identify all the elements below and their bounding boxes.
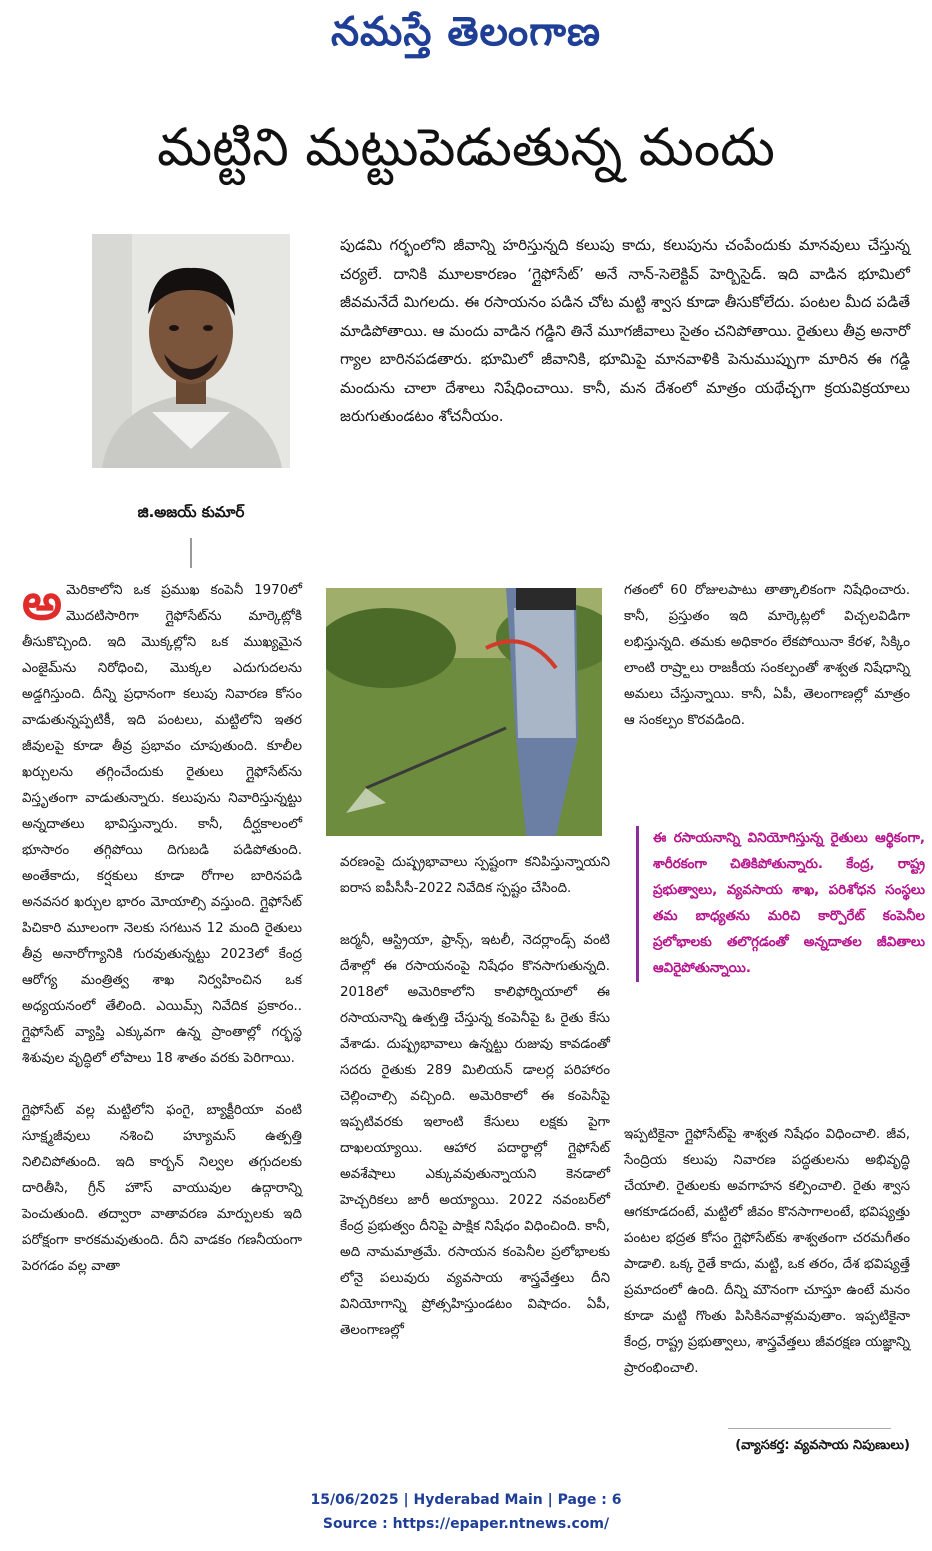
footer-date-edition: 15/06/2025 | Hyderabad Main | Page : 6 xyxy=(310,1492,622,1508)
column-1-paragraph xyxy=(22,573,302,1072)
column-3-paragraph: గతంలో 60 రోజులపాటు తాత్కాలికంగా నిషేధించారు. కానీ, ప్రస్తుతం ఇది మార్కెట్లలో విచ్చలవిడిగా లభిస్తున్నది. తమకు అధికారం లేకపోయినా కేరళ, సిక్కిం లాంటి రాష్ర్టాలు రాజకీయ సంకల్పంతో శాశ్వత నిషేధాన్ని అమలు చేస్తున్నాయి. కానీ, ఏపీ, తెలంగాణల్లో మాత్రం ఆ సంకల్పం కొరవడింది. xyxy=(624,583,910,728)
farmer-spraying-photo xyxy=(326,588,602,836)
column-2 xyxy=(340,850,610,1344)
column-2-paragraph: జర్మనీ, ఆస్ట్రియా, ఫ్రాన్స్, ఇటలీ, నెదర్లాండ్స్ వంటి దేశాల్లో ఈ రసాయనంపై నిషేధం కొనసాగుతున్నది. 2018లో అమెరికాలోని కాలిఫోర్నియాలో ఈ రసాయనాన్ని ఉత్పత్తి చేస్తున్న కంపెనీపై ఓ రైతు కేసు వేశాడు. దుష్ప్రభావాలు ఉన్నట్టు రుజువు కావడంతో సదరు రైతుకు 289 మిలియన్ డాలర్ల పరిహారం చెల్లించాల్సి వచ్చింది. అమెరికాలో ఈ కంపెనీపై ఇప్పటివరకు ఇలాంటి కేసులు లక్షకు పైగా దాఖలయ్యాయి. ఆహార పదార్థాల్లో గ్లైఫోసేట్ అవశేషాలు ఎక్కువవుతున్నాయని కెనడాలో హెచ్చరికలు జారీ అయ్యాయి. 2022 నవంబర్‌లో కేంద్ర ప్రభుత్వం దీనిపై పాక్షిక నిషేధం విధించింది. కానీ, అది నామమాత్రమే. రసాయన కంపెనీల ప్రలోభాలకు లోనై పలువురు వ్యవసాయ శాస్త్రవేత్తలు దీని వినియోగాన్ని ప్రోత్సహిస్తుండటం విషాదం. ఏపీ, తెలంగాణల్లో xyxy=(340,933,610,1338)
column-1-text: మెరికాలోని ఒక ప్రముఖ కంపెనీ 1970లో మొదటిసారిగా గ్లైఫోసేట్‌ను మార్కెట్లోకి తీసుకొచ్చింది. ఇది మొక్కల్లోని ఒక ముఖ్యమైన ఎంజైమ్‌ను నిరోధించి, మొక్కల ఎదుగుదలను అడ్డగిస్తుంది. దీన్ని ప్రధానంగా కలుపు నివారణ కోసం వాడుతున్నప్పటికీ, ఇది పంటలు, మట్టిలోని ఇతర జీవులపై కూడా తీవ్ర ప్రభావం చూపుతుంది. కూలీల ఖర్చులను తగ్గించేందుకు రైతులు గ్లైఫోసేట్‌ను విస్తృతంగా వాడుతున్నారు. కలుపును నివారిస్తున్నట్టు అన్నదాతలు భావిస్తున్నారు. కానీ, దీర్ఘకాలంలో భూసారం తగ్గిపోయి దిగుబడి పడిపోతుంది. అంతేకాదు, కర్షకులు కూడా రోగాల బారినపడి అనవసర ఖర్చుల భారం మోయాల్సి వస్తుంది. గ్లైఫోసేట్ పిచికారి మూలంగా నెలకు సగటున 12 మంది రైతులు తీవ్ర అనారోగ్యానికి గురవుతున్నట్టు 2023లో కేంద్ర ఆరోగ్య మంత్రిత్వ శాఖ నిర్వహించిన ఒక అధ్యయనంలో తేలింది. ఎయిమ్స్ నివేదిక ప్రకారం.. గ్లైఫోసేట్ వ్యాప్తి ఎక్కువగా ఉన్న ప్రాంతాల్లో గర్భస్థ శిశువుల వృద్ధిలో లోపాలు 18 శాతం వరకు పెరిగాయి. xyxy=(22,583,302,1066)
column-3-paragraph: ఇప్పటికైనా గ్లైఫోసేట్‌పై శాశ్వత నిషేధం విధించాలి. జీవ, సేంద్రియ కలుపు నివారణ పద్ధతులను అభివృద్ధి చేయాలి. రైతులకు అవగాహన కల్పించాలి. రైతు శ్వాస ఆగకూడదంటే, మట్టిలో జీవం కొనసాగాలంటే, భవిష్యత్తు పంటల భద్రత కోసం గ్లైఫోసేట్‌కు శాశ్వతంగా చరమగీతం పాడాలి. ఒక్క రైతే కాదు, మట్టి, ఒక తరం, దేశ భవిష్యత్తే ప్రమాదంలో ఉంది. దీన్ని మౌనంగా చూస్తూ ఉంటే మనం కూడా మట్టి గొంతు పిసికినవాళ్లమవుతాం. ఇప్పటికైనా కేంద్ర, రాష్ట్ర ప్రభుత్వాలు, శాస్త్రవేత్తలు జీవరక్షణ యజ్ఞాన్ని ప్రారంభించాలి. xyxy=(624,1127,910,1376)
author-credit: (వ్యాసకర్త: వ్యవసాయ నిపుణులు) xyxy=(735,1438,910,1453)
footer-source-link[interactable]: Source : https://epaper.ntnews.com/ xyxy=(322,1516,610,1532)
drop-cap: అ xyxy=(22,573,62,631)
column-2-paragraph: వరణంపై దుష్ప్రభావాలు స్పష్టంగా కనిపిస్తున్నాయని ఐరాస ఐపీసీసీ-2022 నివేదిక స్పష్టం చేసింది. xyxy=(340,855,610,896)
author-byline: జి.అజయ్ కుమార్ xyxy=(137,503,245,521)
masthead-logo: నమస్తే తెలంగాణ xyxy=(330,8,602,55)
column-3-lower xyxy=(624,1122,910,1382)
intro-paragraph xyxy=(340,231,910,431)
credit-rule xyxy=(728,1428,891,1429)
article-headline: మట్టిని మట్టుపెడుతున్న మందు xyxy=(157,118,775,178)
column-1-paragraph: గ్లైఫోసేట్ వల్ల మట్టిలోని ఫంగై, బ్యాక్టీరియా వంటి సూక్ష్మజీవులు నశించి హ్యూమస్ ఉత్పత్తి నిలిచిపోతుంది. ఇది కార్బన్ నిల్వల తగ్గుదలకు దారితీసి, గ్రీన్ హౌస్ వాయువుల ఉద్గారాన్ని పెంచుతుంది. తద్వారా వాతావరణ మార్పులకు ఇది పరోక్షంగా కారకమవుతుంది. దీని వాడకం గణనీయంగా పెరగడం వల్ల వాతా xyxy=(22,1103,302,1274)
column-3 xyxy=(624,578,910,734)
intro-text: పుడమి గర్భంలోని జీవాన్ని హరిస్తున్నది కలుపు కాదు, కలుపును చంపేందుకు మానవులు చేస్తున్న చర్యలే. దానికి మూలకారణం ‘గ్లైఫోసేట్’ అనే నాన్-సెలెక్టివ్ హెర్బిసైడ్. ఇది వాడిన భూమిలో జీవమనేదే మిగలదు. ఈ రసాయనం పడిన చోట మట్టి శ్వాస కూడా తీసుకోలేదు. పంటల మీద పడితే మాడిపోతాయి. ఆ మందు వాడిన గడ్డిని తినే మూగజీవాలు సైతం చనిపోతాయి. రైతులు తీవ్ర అనారో గ్యాల బారినపడతారు. భూమిలో జీవానికి, భూమిపై మానవాళికి పెనుముప్పుగా మారిన ఈ గడ్డి మందును చాలా దేశాలు నిషేధించాయి. కానీ, మన దేశంలో మాత్రం యథేచ్ఛగా క్రయవిక్రయాలు జరుగుతుండటం శోచనీయం. xyxy=(340,236,910,425)
page-footer xyxy=(0,1488,932,1536)
pull-quote: ఈ రసాయనాన్ని వినియోగిస్తున్న రైతులు ఆర్థికంగా, శారీరకంగా చితికిపోతున్నారు. కేంద్ర, రాష్ట్ర ప్రభుత్వాలు, వ్యవసాయ శాఖ, పరిశోధన సంస్థలు తమ బాధ్యతను మరిచి కార్పొరేట్ కంపెనీల ప్రలోభాలకు తలొగ్గడంతో అన్నదాతల జీవితాలు ఆవిరైపోతున్నాయి. xyxy=(636,826,925,982)
byline-rule xyxy=(190,538,192,568)
author-photo xyxy=(92,234,290,468)
column-1 xyxy=(22,573,302,1280)
